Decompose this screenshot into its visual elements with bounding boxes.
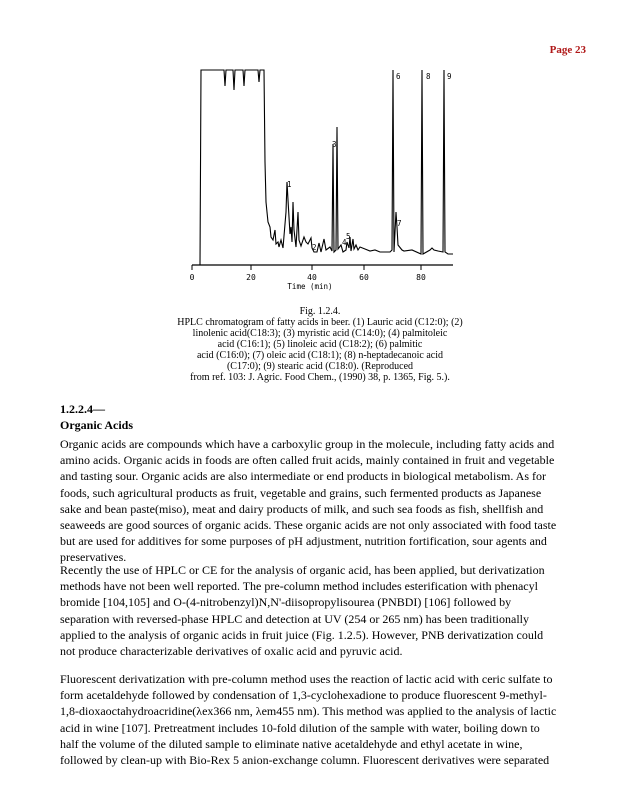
text-line: sake and bean paste(miso), meat and dairy products of milk, and such sea foods as fish, shellfish and (60, 501, 544, 516)
peak-label-6: 6 (396, 72, 401, 81)
text-line: Recently the use of HPLC or CE for the analysis of organic acid, has been applied, but derivatization (60, 563, 545, 577)
text-line: half the volume of the diluted sample to eliminate native acetaldehyde and ethyl acetate in wine, (60, 736, 523, 751)
axis-title: Time (min) (287, 282, 333, 291)
figure-caption (140, 306, 500, 383)
tick-label-40: 40 (307, 273, 317, 282)
text-line: bromide [104,105] and O-(4-nitrobenzyl)N,N'-diisopropylisourea (PNBDI) [106] followed by (60, 595, 512, 610)
paragraph-hplc (60, 562, 560, 659)
peak-label-3: 3 (332, 140, 337, 149)
page-number: Page 23 (549, 44, 586, 56)
peak-label-2: 2 (312, 243, 317, 252)
text-line: form acetaldehyde followed by condensation of 1,3-cyclohexadione to produce fluorescent 9-methyl- (60, 688, 547, 703)
text-line: seaweeds are good sources of organic acids. These organic acids are not only associated with food taste (60, 518, 557, 533)
chromatogram-svg (180, 62, 460, 294)
text-line: foods, such agricultural products as fruit, vegetable and grains, such fermented products as Japanese (60, 485, 542, 500)
text-line: separation with reversed-phase HPLC and detection at UV (254 or 265 nm) has been traditionally (60, 611, 529, 626)
text-line: followed by clean-up with Bio-Rex 5 anion-exchange column. Fluorescent derivatives were separated (60, 753, 550, 768)
caption-line: acid (C16:0); (7) oleic acid (C18:1); (8) n-heptadecanoic acid (196, 350, 443, 361)
peak-label-7: 7 (397, 219, 402, 228)
paragraph-intro (60, 436, 560, 566)
text-line: but are used for additives for some purposes of pH adjustment, nutrition fortification, sour agents and (60, 534, 547, 549)
peak-label-9: 9 (447, 72, 452, 81)
tick-label-0: 0 (189, 273, 195, 282)
section-number: 1.2.2.4— (60, 402, 105, 416)
text-line: acid in wine [107]. Pretreatment includes 10-fold dilution of the sample with water, boiling down to (60, 720, 540, 735)
tick-label-60: 60 (359, 273, 369, 282)
paragraph-fluorescent (60, 671, 560, 768)
text-line: Organic acids are compounds which have a carboxylic group in the molecule, including fatty acids and (60, 437, 555, 451)
caption-line: acid (C16:1); (5) linoleic acid (C18:2); (6) palmitic (217, 339, 423, 350)
caption-title: Fig. 1.2.4. (299, 306, 341, 317)
text-line: and tasting sour. Organic acids are also intermediate or end products in biological metabolism. As for (60, 469, 546, 484)
section-title: Organic Acids (60, 418, 134, 432)
chromatogram-trace (192, 70, 453, 265)
peak-label-1: 1 (287, 180, 292, 189)
section-heading (60, 401, 133, 433)
text-line: preservatives. (60, 550, 127, 565)
peak-label-8: 8 (426, 72, 431, 81)
text-line: applied to the analysis of organic acids in fruit juice (Fig. 1.2.5). However, PNB derivatization could (60, 627, 544, 642)
caption-line: linolenic acid(C18:3); (3) myristic acid (C14:0); (4) palmitoleic (192, 328, 448, 339)
caption-line: (C17:0); (9) stearic acid (C18:0). (Reproduced (226, 361, 414, 372)
tick-label-20: 20 (246, 273, 256, 282)
tick-label-80: 80 (416, 273, 426, 282)
peak-label-4: 4 (342, 238, 347, 247)
chromatogram-figure (180, 62, 460, 294)
text-line: Fluorescent derivatization with pre-column method uses the reaction of lactic acid with ceric sulfate to (60, 672, 553, 686)
text-line: amino acids. Organic acids in foods are often called fruit acids, mainly contained in fruit and vegetable (60, 453, 555, 468)
peak-label-5: 5 (346, 232, 351, 241)
caption-line: HPLC chromatogram of fatty acids in beer. (1) Lauric acid (C12:0); (2) (177, 317, 463, 328)
caption-line: from ref. 103: J. Agric. Food Chem., (1990) 38, p. 1365, Fig. 5.). (190, 372, 450, 383)
text-line: not produce characterizable derivatives of oxalic acid and pyruvic acid. (60, 644, 403, 659)
text-line: 1,8-dioxaoctahydroacridine(λex366 nm, λem455 nm). This method was applied to the analysis of lactic (60, 704, 557, 719)
text-line: methods have not been well reported. The pre-column method includes esterification with phenacyl (60, 579, 538, 594)
